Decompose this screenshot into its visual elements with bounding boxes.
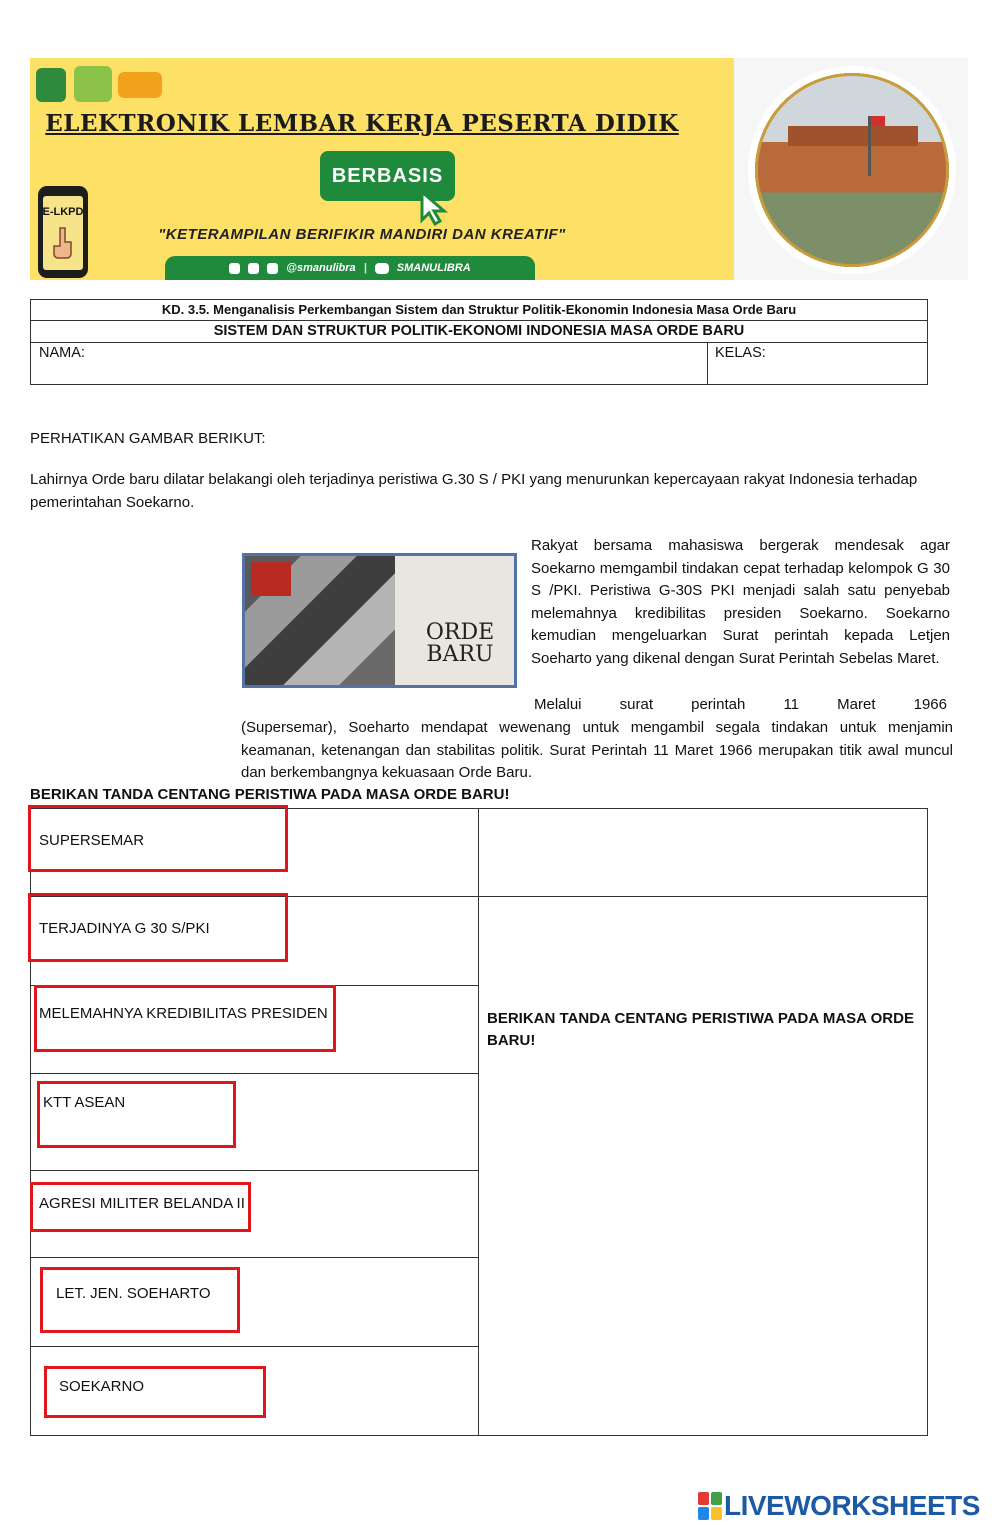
row-divider: [30, 1073, 478, 1074]
kd-row: KD. 3.5. Menganalisis Perkembangan Sistem dan Struktur Politik-Ekonomin Indonesia Masa Orde Baru: [31, 300, 927, 321]
hammer-sickle-flag-icon: [251, 562, 291, 596]
item-ktt-asean: KTT ASEAN: [43, 1094, 126, 1111]
topic-row: SISTEM DAN STRUKTUR POLITIK-EKONOMI INDONESIA MASA ORDE BARU: [31, 321, 927, 343]
drag-target-ktt-asean[interactable]: [37, 1081, 236, 1148]
melalui-surat-line: Melalui surat perintah 11 Maret 1966: [534, 696, 947, 713]
row-divider: [30, 1170, 478, 1171]
perhatikan-heading: PERHATIKAN GAMBAR BERIKUT:: [30, 430, 266, 447]
facebook-icon: [248, 263, 259, 274]
right-column-instruction: BERIKAN TANDA CENTANG PERISTIWA PADA MASA ORDE BARU!: [487, 1010, 914, 1049]
photo-flag: [871, 116, 885, 126]
social-divider: |: [363, 262, 367, 274]
wewenang-paragraph: (Supersemar), Soeharto mendapat wewenang untuk mengambil segala tindakan untuk menjamin keamanan, ketenangan dan stabilitas politik. Surat Perintah 11 Maret 1966 merupakan titik awal muncul dan berkembangnya kekuasaan Orde Baru.: [241, 719, 953, 781]
identity-table: [30, 299, 928, 385]
task-table-column-divider: [478, 808, 479, 1436]
item-soeharto: LET. JEN. SOEHARTO: [56, 1285, 211, 1302]
social-handle: @smanulibra: [286, 262, 356, 274]
orde-baru-image-line-1: ORDE: [425, 620, 495, 645]
kemenag-logo-icon: [74, 66, 112, 102]
intro-paragraph: Lahirnya Orde baru dilatar belakangi oleh terjadinya peristiwa G.30 S / PKI yang menurunkan kepercayaan rakyat Indonesia terhadap pemerintahan Soekarno.: [30, 471, 918, 511]
youtube-icon: [375, 263, 389, 274]
school-logo-icon: [36, 68, 66, 102]
row-divider: [30, 1346, 478, 1347]
orde-baru-image: [242, 553, 517, 688]
item-soekarno: SOEKARNO: [59, 1378, 145, 1395]
row-divider: [30, 1257, 478, 1258]
kelas-label: KELAS:: [715, 345, 766, 361]
hand-pointer-icon: [50, 226, 76, 260]
item-kredibilitas: MELEMAHNYA KREDIBILITAS PRESIDEN: [39, 1005, 328, 1022]
cursor-icon: [416, 190, 456, 226]
banner-subtitle: "KETERAMPILAN BERIFIKIR MANDIRI DAN KREATIF": [158, 226, 566, 243]
item-supersemar: SUPERSEMAR: [39, 832, 145, 849]
berbasis-badge: BERBASIS: [320, 151, 455, 201]
youtube-channel: SMANULIBRA: [396, 262, 471, 274]
instruction-heading: BERIKAN TANDA CENTANG PERISTIWA PADA MASA ORDE BARU!: [30, 786, 510, 803]
orde-baru-image-line-2: BARU: [426, 642, 494, 667]
liveworksheets-brand: LIVEWORKSHEETS: [724, 1490, 980, 1521]
tiktok-icon: [267, 263, 278, 274]
liveworksheets-icon: [698, 1492, 722, 1520]
liveworksheets-logo[interactable]: [698, 1490, 980, 1522]
item-g30s: TERJADINYA G 30 S/PKI: [39, 920, 210, 937]
orde-baru-image-title: [410, 622, 510, 666]
nama-label: NAMA:: [39, 345, 85, 361]
item-agresi: AGRESI MILITER BELANDA II: [39, 1195, 245, 1212]
phone-label: E-LKPD: [42, 206, 84, 218]
instagram-icon: [229, 263, 240, 274]
supersemar-paragraph: Rakyat bersama mahasiswa bergerak mendesak agar Soekarno memgambil tindakan cepat terhadap kelompok G 30 S /PKI. Peristiwa G-30S PKI menjadi salah satu penyebab melemahnya kredibilitas presiden Soekarno. Soekarno kemudian mengeluarkan Surat perintah kepada Letjen Soeharto yang dikenal dengan Surat Perintah Sebelas Maret.: [531, 537, 950, 667]
school-building-photo: [758, 76, 946, 264]
banner-title: ELEKTRONIK LEMBAR KERJA PESERTA DIDIK: [45, 110, 679, 137]
kelas-divider: [707, 343, 708, 385]
photo-roof: [788, 126, 918, 146]
social-bar: [165, 256, 535, 280]
sekolah-kader-logo-icon: [118, 72, 162, 98]
